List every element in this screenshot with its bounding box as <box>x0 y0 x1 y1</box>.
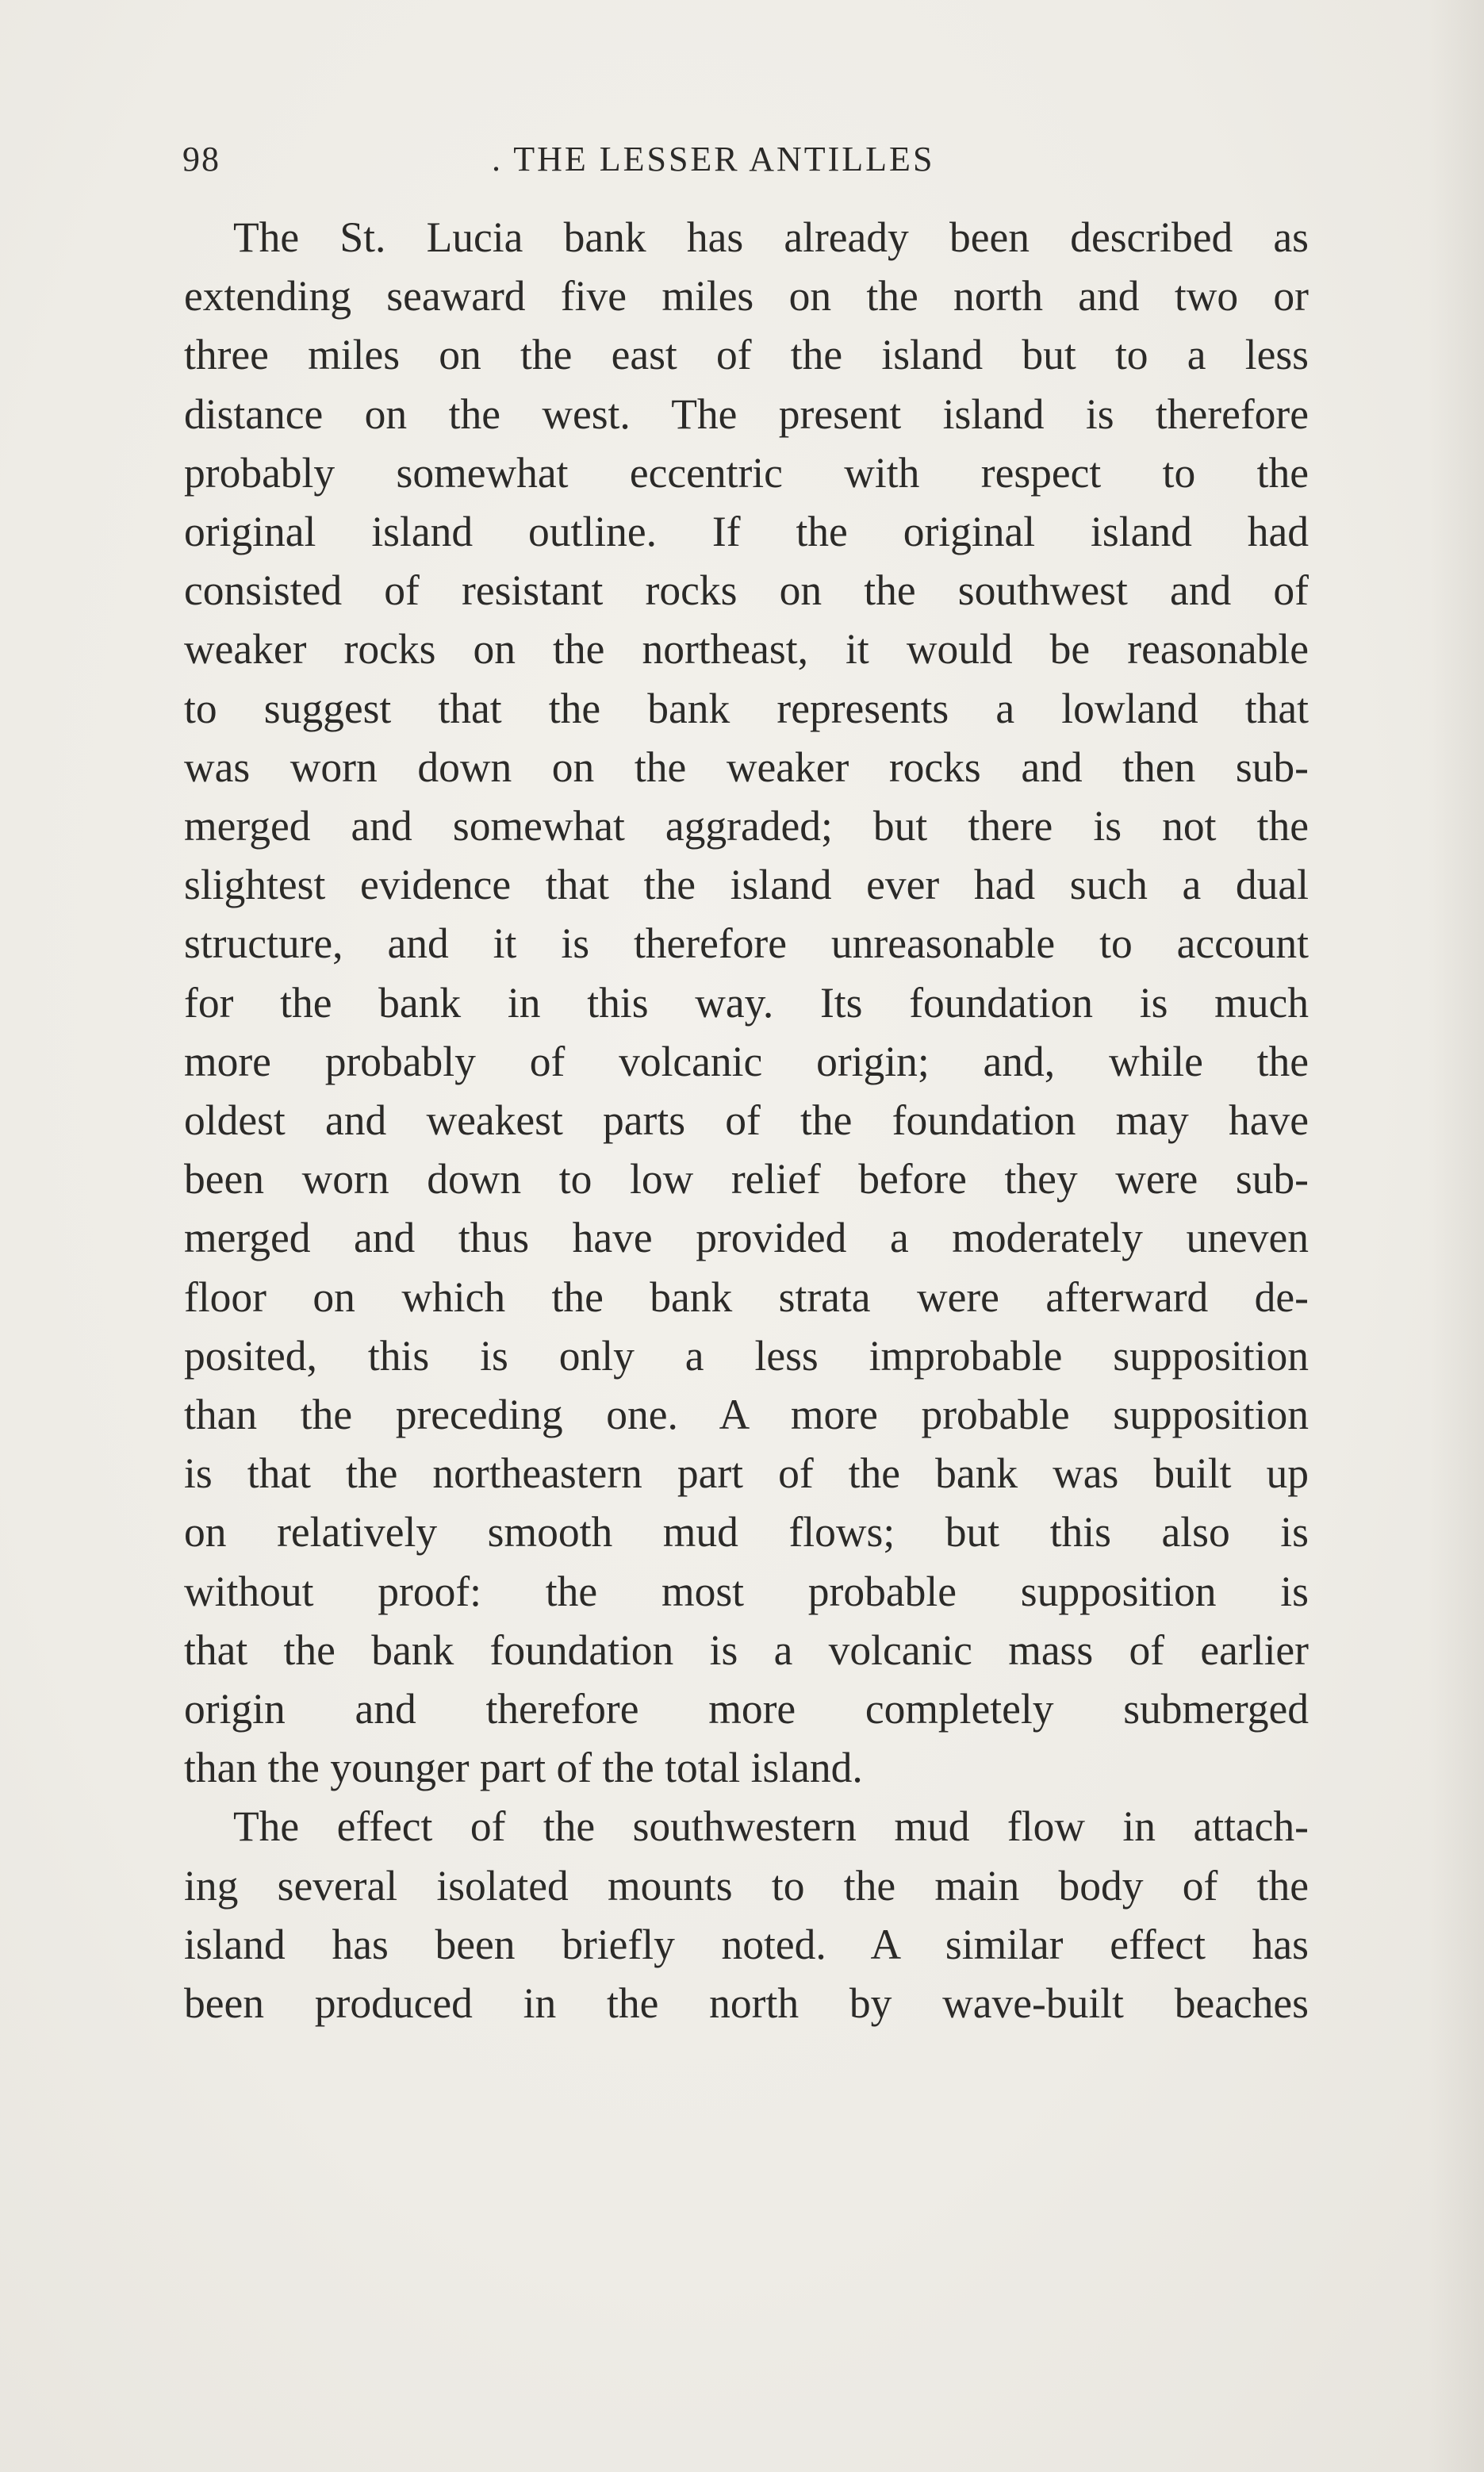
text-line: weaker rocks on the northeast, it would be reasonable <box>184 625 1309 674</box>
paragraph-1 <box>184 208 1309 1797</box>
running-title: . THE LESSER ANTILLES <box>492 140 935 178</box>
text-line: distance on the west. The present island is therefore <box>184 390 1309 438</box>
text-line: than the younger part of the total island. <box>184 1744 863 1792</box>
page-edge-shadow <box>1428 0 1484 2472</box>
text-line: been produced in the north by wave-built beaches <box>184 1979 1309 2028</box>
text-line: is that the northeastern part of the bank was built up <box>184 1449 1309 1498</box>
body-text <box>184 208 1309 2032</box>
text-line: The St. Lucia bank has already been described as <box>233 213 1309 261</box>
text-line: original island outline. If the original island had <box>184 508 1309 556</box>
text-line: probably somewhat eccentric with respect to the <box>184 448 1309 497</box>
paragraph-2 <box>184 1797 1309 2032</box>
text-line: extending seaward five miles on the north and two or <box>184 272 1309 321</box>
text-line: three miles on the east of the island but to a less <box>184 331 1309 379</box>
text-line: merged and somewhat aggraded; but there is not the <box>184 802 1309 850</box>
text-line: been worn down to low relief before they were sub- <box>184 1155 1309 1203</box>
page-number: 98 <box>182 140 220 178</box>
text-line: that the bank foundation is a volcanic mass of earlier <box>184 1626 1309 1674</box>
text-line: slightest evidence that the island ever had such a dual <box>184 861 1309 909</box>
running-header <box>182 139 1309 186</box>
text-line: floor on which the bank strata were afterward de- <box>184 1272 1309 1321</box>
text-line: posited, this is only a less improbable supposition <box>184 1331 1309 1380</box>
text-line: to suggest that the bank represents a lowland that <box>184 684 1309 732</box>
text-line: oldest and weakest parts of the foundation may have <box>184 1096 1309 1145</box>
text-line: for the bank in this way. Its foundation is much <box>184 978 1309 1027</box>
text-line: ing several isolated mounts to the main body of the <box>184 1861 1309 1910</box>
text-line: was worn down on the weaker rocks and then sub- <box>184 743 1309 791</box>
text-line: island has been briefly noted. A similar effect has <box>184 1920 1309 1968</box>
text-line: without proof: the most probable supposition is <box>184 1567 1309 1615</box>
text-line: merged and thus have provided a moderately uneven <box>184 1214 1309 1262</box>
text-line: more probably of volcanic origin; and, while the <box>184 1037 1309 1085</box>
text-line: than the preceding one. A more probable supposition <box>184 1391 1309 1439</box>
text-line: consisted of resistant rocks on the southwest and of <box>184 566 1309 615</box>
text-line: on relatively smooth mud flows; but this also is <box>184 1508 1309 1557</box>
text-line: The effect of the southwestern mud flow in attach- <box>233 1802 1309 1851</box>
text-line: structure, and it is therefore unreasonable to account <box>184 919 1309 968</box>
text-line: origin and therefore more completely submerged <box>184 1685 1309 1733</box>
